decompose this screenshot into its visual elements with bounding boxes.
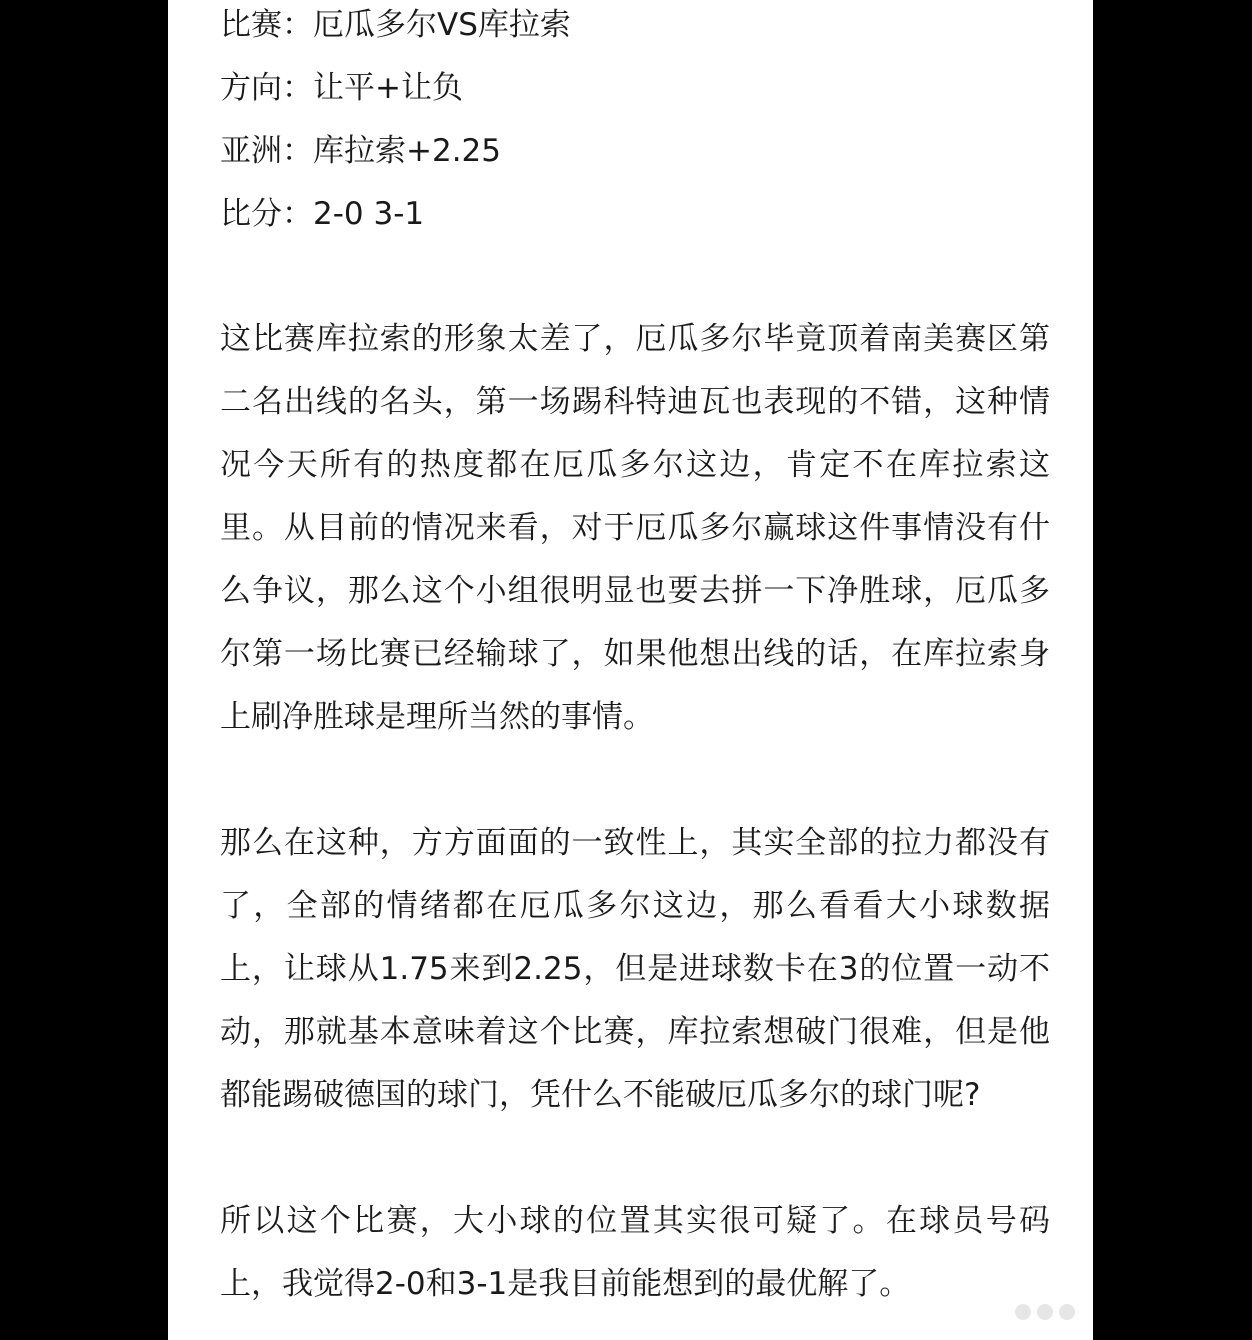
- spacer: [220, 1127, 1050, 1190]
- watermark-dot: [1037, 1304, 1053, 1320]
- meta-score-label: 比分：: [220, 196, 313, 232]
- spacer: [220, 749, 1050, 812]
- meta-direction-label: 方向：: [220, 70, 313, 106]
- meta-match-value: 厄瓜多尔VS库拉索: [313, 7, 571, 43]
- watermark-dots: [1015, 1304, 1075, 1320]
- watermark-dot: [1059, 1304, 1075, 1320]
- meta-match: [220, 0, 1050, 63]
- article-content: [220, 0, 1050, 1316]
- paragraph-1: 这比赛库拉索的形象太差了，厄瓜多尔毕竟顶着南美赛区第二名出线的名头，第一场踢科特迪瓦也表现的不错，这种情况今天所有的热度都在厄瓜多尔这边，肯定不在库拉索这里。从目前的情况来看，对于厄瓜多尔赢球这件事情没有什么争议，那么这个小组很明显也要去拼一下净胜球，厄瓜多尔第一场比赛已经输球了，如果他想出线的话，在库拉索身上刷净胜球是理所当然的事情。: [220, 321, 1050, 735]
- article-page: [168, 0, 1093, 1340]
- paragraph-3: 所以这个比赛，大小球的位置其实很可疑了。在球员号码上，我觉得2-0和3-1是我目前能想到的最优解了。: [220, 1203, 1050, 1302]
- spacer: [220, 252, 1050, 308]
- meta-asian-label: 亚洲：: [220, 133, 313, 169]
- meta-direction: [220, 63, 1050, 126]
- watermark-dot: [1015, 1304, 1031, 1320]
- meta-direction-value: 让平+让负: [313, 70, 463, 106]
- paragraph-2: 那么在这种，方方面面的一致性上，其实全部的拉力都没有了，全部的情绪都在厄瓜多尔这边，那么看看大小球数据上，让球从1.75来到2.25，但是进球数卡在3的位置一动不动，那就基本意味着这个比赛，库拉索想破门很难，但是他都能踢破德国的球门，凭什么不能破厄瓜多尔的球门呢?: [220, 825, 1050, 1113]
- meta-score-value: 2-0 3-1: [313, 196, 425, 232]
- meta-asian-handicap: [220, 126, 1050, 189]
- meta-score: [220, 189, 1050, 252]
- meta-match-label: 比赛：: [220, 7, 313, 43]
- meta-asian-value: 库拉索+2.25: [313, 133, 501, 169]
